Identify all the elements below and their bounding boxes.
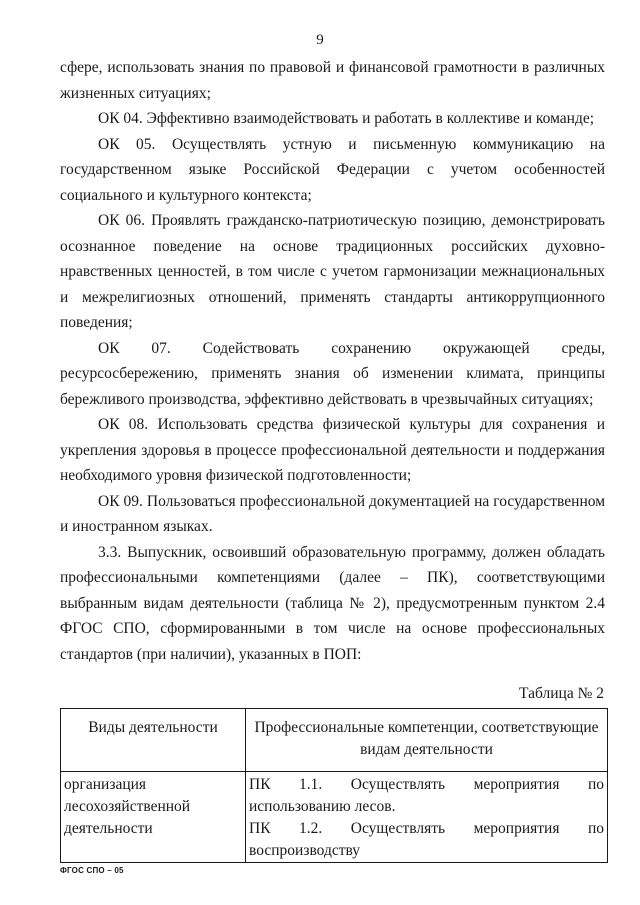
table-caption: Таблица № 2 [519, 685, 604, 702]
paragraph-ok-05: ОК 05. Осуществлять устную и письменную коммуникацию на государственном языке Российской Федерации с учетом особенностей социального и культурного контекста; [60, 135, 605, 204]
paragraph-ok-08: ОК 08. Использовать средства физической культуры для сохранения и укрепления здоровья в процессе профессиональной деятельности и поддержания необходимого уровня физической подготовленности; [60, 416, 605, 484]
table-header-competencies: Профессиональные компетенции, соответствующие видам деятельности [246, 709, 608, 772]
competency-item: ПК 1.1. Осуществлять мероприятия по использованию лесов. [249, 776, 604, 815]
competency-item: ПК 1.2. Осуществлять мероприятия по воспроизводству [249, 820, 604, 859]
competencies-table [60, 708, 608, 863]
table-cell-competencies [246, 772, 608, 863]
table-cell-activity: организация лесохозяйственной деятельности [61, 772, 246, 863]
paragraph-3-3: 3.3. Выпускник, освоивший образовательную программу, должен обладать профессиональными компетенциями (далее – ПК), соответствующими выбранным видам деятельности (таблица № 2), предусмотренным пунктом 2.4 ФГОС СПО, сформированными в том числе на основе профессиональных стандартов (при наличии), указанных в ПОП: [60, 543, 605, 663]
page-number: 9 [316, 32, 324, 48]
table-row [61, 772, 608, 863]
table-header-row [61, 709, 608, 772]
paragraph-ok-04: ОК 04. Эффективно взаимодействовать и работать в коллективе и команде; [98, 110, 595, 127]
paragraph-ok-07: ОК 07. Содействовать сохранению окружающей среды, ресурсосбережению, применять знания об изменении климата, принципы бережливого производства, эффективно действовать в чрезвычайных ситуациях; [60, 339, 605, 408]
paragraph-ok-06: ОК 06. Проявлять гражданско-патриотическую позицию, демонстрировать осознанное поведение на основе традиционных российских духовно-нравственных ценностей, в том числе с учетом гармонизации межнациональных и межрелигиозных отношений, применять стандарты антикоррупционного поведения; [60, 212, 605, 331]
table-header-activity: Виды деятельности [61, 709, 246, 772]
paragraph-continuation: сфере, использовать знания по правовой и финансовой грамотности в различных жизненных ситуациях; [60, 59, 605, 102]
paragraph-ok-09: ОК 09. Пользоваться профессиональной документацией на государственном и иностранном языках. [60, 492, 605, 535]
footer-code: ФГОС СПО – 05 [60, 866, 124, 875]
body-text [60, 55, 605, 667]
